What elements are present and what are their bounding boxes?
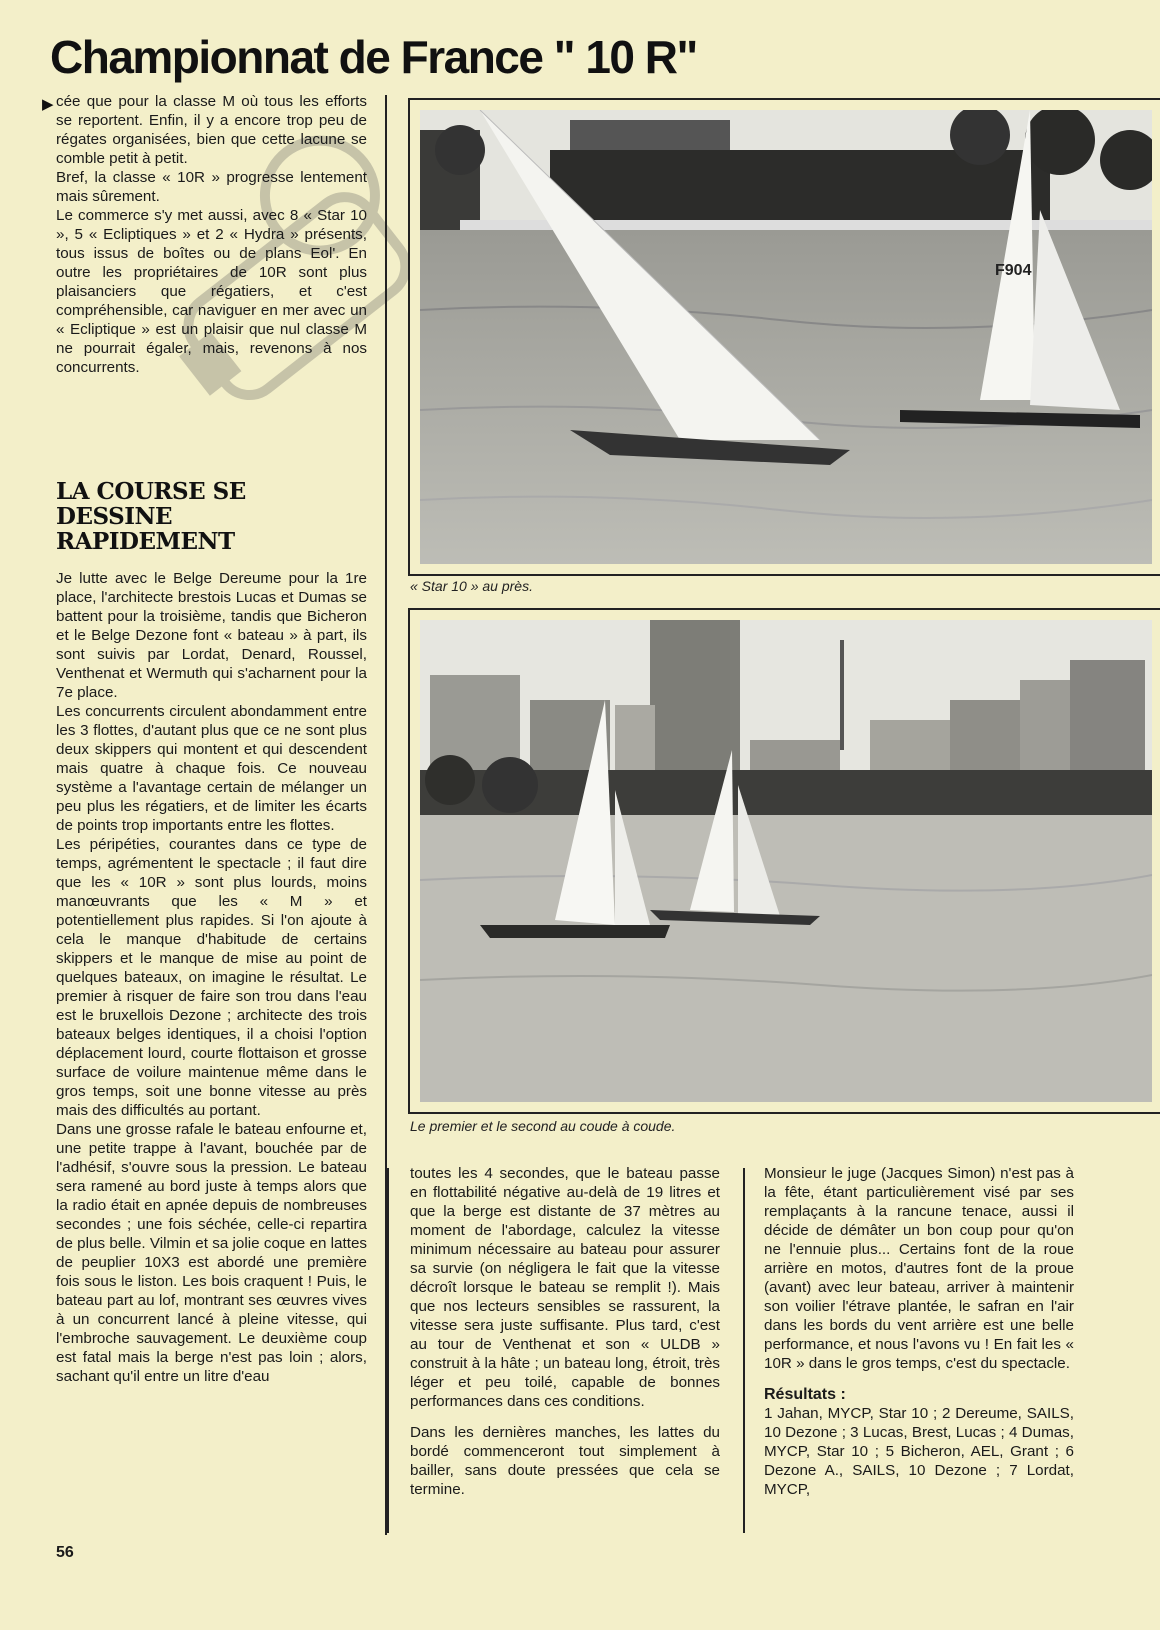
article-title: Championnat de France " 10 R" [50,31,697,83]
photo-racing-image [420,620,1152,1102]
photo-caption-2: Le premier et le second au coude à coude. [410,1118,676,1134]
photo-caption-1: « Star 10 » au près. [410,578,533,594]
results-text: 1 Jahan, MYCP, Star 10 ; 2 Dereume, SAILS, 10 Dezone ; 3 Lucas, Brest, Lucas ; 4 Dumas, MYCP, Star 10 ; 5 Bicheron, AEL, Grant ; 6 Dezone A., SAILS, 10 Dezone ; 7 Lordat, MYCP, [764,1405,1074,1498]
column-2 [410,1164,720,1499]
sail-number: F904 [995,262,1032,279]
paragraph: Le commerce s'y met aussi, avec 8 « Star 10 », 5 « Ecliptiques » et 2 « Hydra » présents, tous issus de boîtes ou de plans Eol'. En outre les propriétaires de 10R sont plus plaisanciers que régatiers, et c'est compréhensible, car naviguer en mer avec un « Ecliptique » est un plaisir que nul classe M ne pourrait égaler, mais, revenons à nos concurrents. [56,207,367,376]
paragraph: Les concurrents circulent abondamment entre les 3 flottes, d'autant plus que ce ne sont plus deux skippers qui montent et qui descendent mais quatre à chaque fois. Ce nouveau système a l'avantage certain de mélanger un peu plus les régatiers, et de limiter les écarts de points trop importants entre les flottes. [56,703,367,834]
paragraph: Dans une grosse rafale le bateau enfourne et, une petite trappe à l'avant, bouchée par de l'adhésif, s'ouvre sous la pression. Le bateau sera ramené au bord juste à temps alors que la radio était en apnée depuis de nombreuses secondes ; une fois séchée, celle-ci repartira de plus belle. Vilmin et sa jolie coque en lattes de peuplier 10X3 est abordé une première fois sous le liston. Les bois craquent ! Puis, le bateau part au lof, montrant ses œuvres vives à un concurrent lancé à pleine vitesse, qui l'embroche sauvagement. Le deuxième coup est fatal mais la berge n'est pas loin ; alors, sachant qu'il entre un litre d'eau [56,1121,367,1385]
paragraph: toutes les 4 secondes, que le bateau passe en flottabilité négative au-delà de 19 litres et que la berge est distante de 37 mètres au moment de l'abordage, calculez la vitesse minimum nécessaire au bateau pour assurer sa survie (on négligera le fait que la vitesse décroît lorsque le bateau se remplit !). Mais que nos lecteurs sensibles se rassurent, la vitesse sera juste suffisante. Plus tard, c'est au tour de Venthenat et son « ULDB » construit à la hâte ; un bateau long, étroit, très léger et peu toilé, capable de bonnes performances dans ces conditions. [410,1165,720,1410]
column-1-top [56,92,367,377]
paragraph: Bref, la classe « 10R » progresse lentement mais sûrement. [56,169,367,205]
paragraph: Dans les dernières manches, les lattes du bordé commenceront tout simplement à bailler, sans doute pressées que cela se termine. [410,1424,720,1498]
section-heading: LA COURSE SE DESSINE RAPIDEMENT [56,478,246,555]
paragraph: Les péripéties, courantes dans ce type de temps, agrémentent le spectacle ; il faut dire que les « 10R » sont plus lourds, moins manœuvrants que les « M » et potentiellement plus rapides. Si l'on ajoute à cela le manque d'habitude de certains skippers et le manque de mise au point de quelques bateaux, on imagine le résultat. Le premier à risquer de faire son trou dans l'eau est le bruxellois Dezone ; architecte des trois bateaux belges identiques, il a choisi l'option déplacement lourd, courte flottaison et grosse surface de voilure maintenue même dans le gros temps, soit une bonne vitesse au près mais des difficultés au portant. [56,836,367,1119]
column-1-bottom [56,569,367,1386]
paragraph: Monsieur le juge (Jacques Simon) n'est pas à la fête, étant particulièrement visé par ses remplaçants à la rancune tenace, aussi il décide de démâter un bon coup pour qu'on ne l'ennuie plus... Certains font de la roue arrière en motos, d'autres font de la proue (avant) avec leur bateau, arriver à maintenir son voilier l'étrave plantée, le safran en l'air dans les bords du vent arrière est une belle performance, et nous l'avons vu ! En fait les « 10R » dans le gros temps, c'est du spectacle. [764,1165,1074,1372]
results-heading: Résultats : [764,1386,846,1403]
continuation-arrow-icon: ▶ [42,96,54,113]
column-3 [764,1164,1074,1499]
column-divider [387,1168,389,1533]
page-number: 56 [56,1544,74,1561]
paragraph: cée que pour la classe M où tous les efforts se reportent. Enfin, il y a encore trop peu de régates organisées, bien que cette lacune se comble petit à petit. [56,93,367,167]
paragraph: Je lutte avec le Belge Dereume pour la 1re place, l'architecte brestois Lucas et Dumas se battent pour la troisième, tandis que Bicheron et le Belge Dezone font « bateau » à part, ils sont suivis par Lordat, Denard, Roussel, Venthenat et Wermuth qui s'acharnent pour la 7e place. [56,570,367,701]
column-divider [743,1168,745,1533]
photo-racing [408,608,1160,1114]
photo-star10-image [420,110,1152,564]
photo-star10 [408,98,1160,576]
